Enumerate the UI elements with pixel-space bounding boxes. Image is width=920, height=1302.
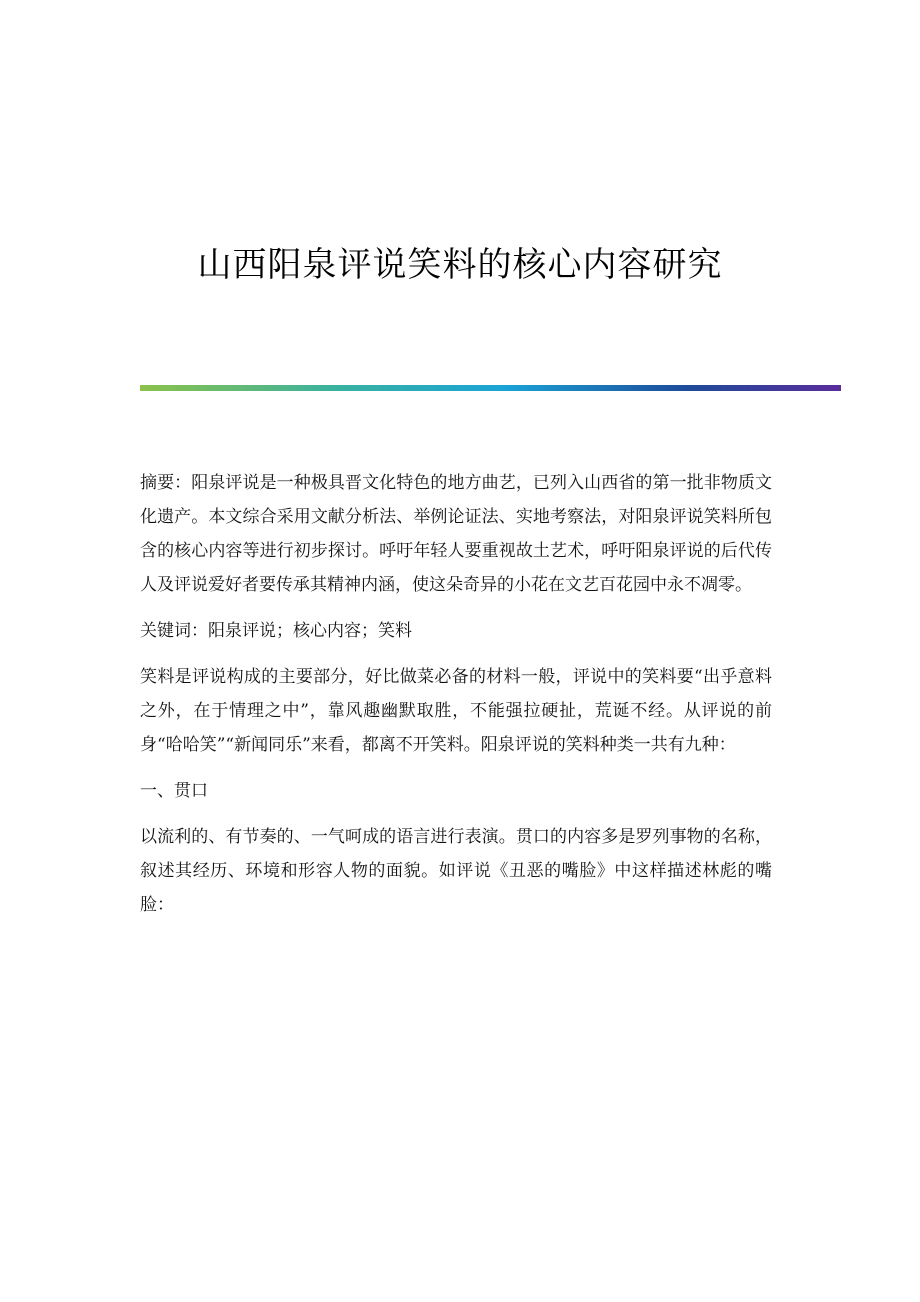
intro-paragraph: 笑料是评说构成的主要部分，好比做菜必备的材料一般，评说中的笑料要“出乎意料之外，在于情理之中”，靠风趣幽默取胜，不能强拉硬扯，荒诞不经。从评说的前身“哈哈笑”“新闻同乐”来看，都离不开笑料。阳泉评说的笑料种类一共有九种： (140, 667, 772, 755)
keywords-paragraph: 关键词：阳泉评说；核心内容；笑料 (140, 621, 412, 641)
guankou-paragraph: 以流利的、有节奏的、一气呵成的语言进行表演。贯口的内容多是罗列事物的名称，叙述其经历、环境和形容人物的面貌。如评说《丑恶的嘴脸》中这样描述林彪的嘴脸： (140, 827, 772, 915)
document-title: 山西阳泉评说笑料的核心内容研究 (197, 244, 723, 285)
title-divider (140, 385, 841, 391)
section-heading-guankou: 一、贯口 (140, 781, 208, 801)
document-body (140, 466, 772, 934)
abstract-paragraph: 摘要：阳泉评说是一种极具晋文化特色的地方曲艺，已列入山西省的第一批非物质文化遗产。本文综合采用文献分析法、举例论证法、实地考察法，对阳泉评说笑料所包含的核心内容等进行初步探讨。呼吁年轻人要重视故土艺术，呼吁阳泉评说的后代传人及评说爱好者要传承其精神内涵，使这朵奇异的小花在文艺百花园中永不凋零。 (140, 473, 772, 595)
